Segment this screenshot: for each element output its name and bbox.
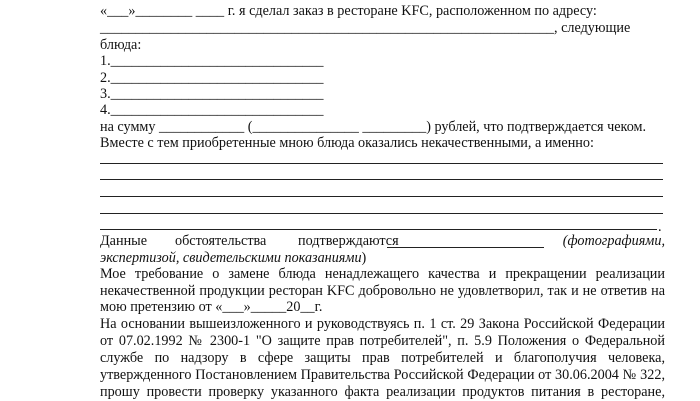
basis-line: службе по надзору в сфере защиты прав потребителей и благополучия человека, (100, 350, 665, 366)
defect-blank-line (100, 213, 663, 214)
evidence-word: Данные (100, 233, 147, 249)
basis-line: прошу провести проверку указанного факта реализации продуктов питания в ресторане, (100, 384, 665, 400)
defect-intro: Вместе с тем приобретенные мною блюда оказались некачественными, а именно: (100, 135, 594, 151)
address-line: ________________________________________________________________, следующие (100, 20, 631, 36)
dishes-label: блюда: (100, 37, 142, 53)
order-date-line: «___»________ ____ г. я сделал заказ в ресторане KFC, расположенном по адресу: (100, 3, 597, 19)
dish-item-1: 1.______________________________ (100, 53, 324, 69)
defect-blank-line (100, 179, 663, 180)
basis-line: На основании вышеизложенного и руководствуясь п. 1 ст. 29 Закона Российской Федерации (100, 316, 665, 332)
defect-blank-line (100, 229, 657, 230)
basis-line: от 07.02.1992 № 2300-1 "О защите прав потребителей", п. 5.9 Положения о Федеральной (100, 333, 665, 349)
demand-line: некачественной продукции ресторан KFC добровольно не удовлетворил, так и не ответив на (100, 283, 665, 299)
demand-line: Мое требование о замене блюда ненадлежащего качества и прекращении реализации (100, 266, 665, 282)
basis-line: утвержденного Постановлением Правительства Российской Федерации от 30.06.2004 № 322, (100, 367, 665, 383)
evidence-hint: экспертизой, свидетельскими показаниями (100, 250, 362, 266)
dish-item-2: 2.______________________________ (100, 70, 324, 86)
evidence-blank (387, 235, 544, 248)
defect-blank-line (100, 163, 663, 164)
dish-item-3: 3.______________________________ (100, 86, 324, 102)
evidence-word: подтверждаются (298, 233, 399, 249)
dish-item-4: 4.______________________________ (100, 102, 324, 118)
evidence-close: ) (361, 250, 367, 266)
evidence-word: обстоятельства (175, 233, 267, 249)
evidence-hint-line (100, 250, 665, 267)
sum-line: на сумму ____________ (_______________ _________) рублей, что подтверждается чеком. (100, 119, 647, 135)
defect-blank-line (100, 196, 663, 197)
evidence-line (100, 233, 665, 250)
evidence-hint: (фотографиями, (562, 233, 665, 249)
demand-line: мою претензию от «___»_____20__г. (100, 299, 323, 315)
defect-end-period: . (658, 219, 662, 235)
